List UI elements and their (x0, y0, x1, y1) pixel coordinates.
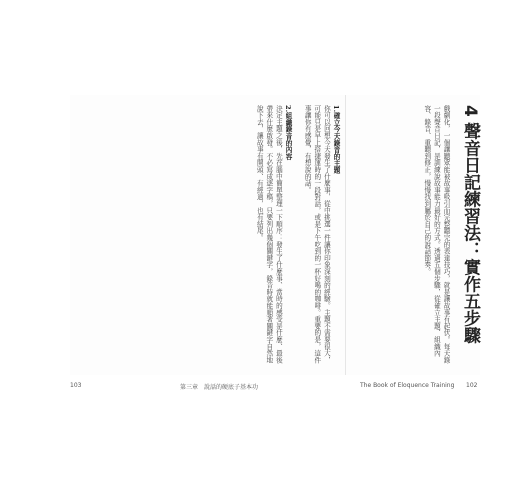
book-spread (70, 95, 480, 375)
page-gutter (345, 95, 346, 375)
right-page-body: 戲劇化，一個讓聽眾能被故事吸引而完整聽完的表達技巧，就是讓故事有起伏。每天錄一段聲音日記，是訓練說故事能力最好的方式。透過五個步驟，從確立主題、組織內容、錄音、重聽到修正，慢慢找到屬於自己的說話節奏。 (422, 105, 450, 364)
section-heading-1: 1.確立今天錄音的主題 (332, 105, 340, 174)
section-body-2: 決定主題之後，先在腦中簡單整理一下順序：發生了什麼事、當時的感受是什麼、最後帶來什麼啟發。不必寫成逐字稿，只要列出幾個關鍵字，錄音時就能順著關鍵字自然地說下去，讓故事有開頭、有經過，也有結尾。 (255, 105, 283, 364)
left-page-number: 103 (70, 382, 82, 389)
right-page-number: 102 (466, 382, 478, 389)
left-running-head: 第三章 說話的硬底子基本功 (180, 384, 259, 391)
left-page-body (78, 105, 340, 370)
chapter-title: 4 聲音日記練習法：實作五步驟 (460, 105, 480, 344)
section-heading-2: 2.組織錄音的內容 (284, 105, 293, 160)
page-footer (70, 382, 480, 396)
right-running-head: The Book of Eloquence Training (360, 382, 455, 389)
right-page (352, 95, 480, 375)
section-body-1: 你可以回想今天發生了什麼事，從中挑選一件讓你印象深刻的經驗。主題不需要很大，可能只是早上搭捷運時的一段對話，或是下午吃到的一杯好喝的咖啡。重要的是，這件事讓你有感覺，有想說的話。 (303, 105, 331, 364)
left-page (70, 95, 340, 375)
